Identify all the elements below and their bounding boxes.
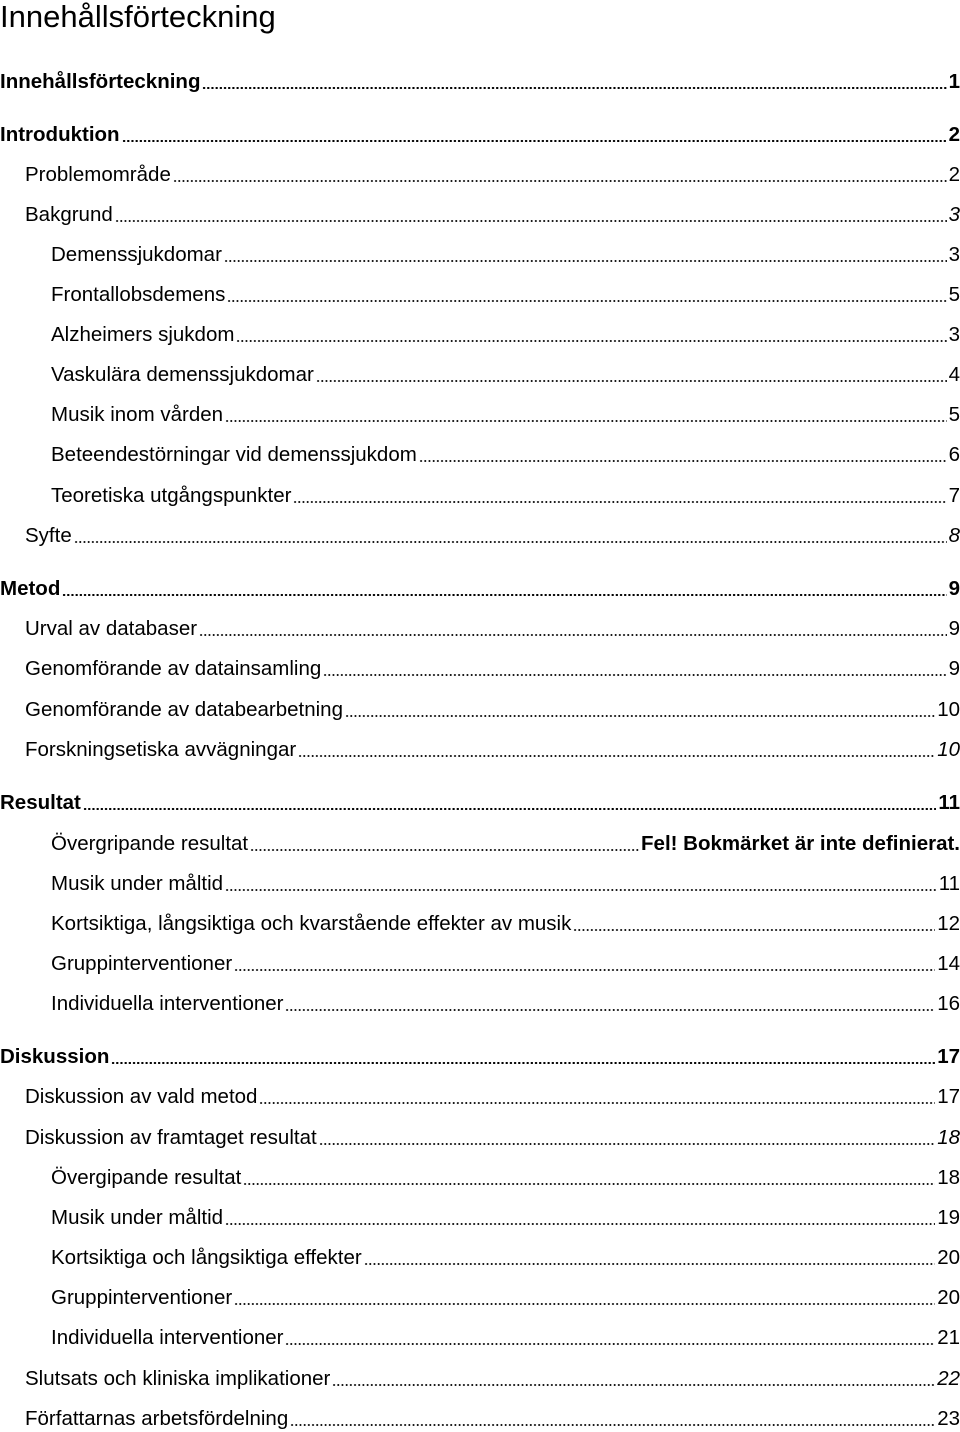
toc-entry[interactable] [0,654,960,681]
toc-entry-page-number: 23 [937,1407,960,1430]
toc-entry[interactable] [0,1123,960,1150]
dot-leader [259,1102,935,1104]
toc-entry-page-number: 8 [948,524,960,547]
dot-leader [236,340,946,342]
toc-entry[interactable] [0,1042,960,1069]
toc-entry-title: Bakgrund [25,203,113,226]
dot-leader [234,969,935,971]
dot-leader [202,87,946,89]
toc-entry-title: Teoretiska utgångspunkter [51,484,292,507]
toc-entry-page-number: 3 [948,323,960,346]
toc-entry[interactable] [0,989,960,1016]
toc-entry-title: Problemområde [25,163,171,186]
toc-entry-title: Gruppinterventioner [51,1286,233,1309]
dot-leader [111,1062,935,1064]
toc-entry-page-number: 2 [948,123,960,146]
toc-entry-title: Individuella interventioner [51,992,284,1015]
toc-entry-title: Demenssjukdomar [51,243,222,266]
toc-entry[interactable] [0,360,960,387]
dot-leader [83,808,936,810]
toc-entry-page-number: 20 [937,1286,960,1309]
toc-entry[interactable] [0,481,960,508]
toc-entry-title: Innehållsförteckning [0,70,201,93]
toc-entry-page-number: 20 [937,1246,960,1269]
toc-entry-title: Genomförande av databearbetning [25,698,343,721]
toc-entry-title: Alzheimers sjukdom [51,323,235,346]
toc-entry-title: Gruppinterventioner [51,952,233,975]
toc-entry[interactable] [0,200,960,227]
toc-entry-page-number: 9 [948,657,960,680]
dot-leader [115,220,947,222]
toc-entry-title: Genomförande av datainsamling [25,657,322,680]
toc-entry-title: Musik under måltid [51,1206,224,1229]
toc-entry-page-number: 10 [937,698,960,721]
toc-entry-page-number: 6 [948,443,960,466]
dot-leader [227,300,946,302]
toc-entry-title: Diskussion [0,1045,110,1068]
toc-entry-page-number: 5 [948,283,960,306]
dot-leader [419,460,947,462]
toc-entry[interactable] [0,160,960,187]
toc-entry[interactable] [0,695,960,722]
toc-entry-page-number: 16 [937,992,960,1015]
toc-entry[interactable] [0,320,960,347]
toc-entry[interactable] [0,949,960,976]
toc-entry-page-number: 3 [948,203,960,226]
toc-entry[interactable] [0,1163,960,1190]
toc-entry[interactable] [0,1243,960,1270]
toc-entry[interactable] [0,67,960,94]
dot-leader [319,1143,936,1145]
toc-entry-page-number: 14 [937,952,960,975]
toc-entry-title: Urval av databaser [25,617,198,640]
toc-entry-title: Beteendestörningar vid demenssjukdom [51,443,417,466]
dot-leader [250,849,639,851]
toc-entry-page-number: Fel! Bokmärket är inte definierat. [641,832,960,855]
toc-entry-page-number: 21 [937,1326,960,1349]
toc-entry[interactable] [0,1404,960,1431]
toc-entry-title: Diskussion av framtaget resultat [25,1126,317,1149]
page-title: Innehållsförteckning [0,0,276,34]
dot-leader [199,634,947,636]
dot-leader [74,541,947,543]
toc-entry-title: Kortsiktiga och långsiktiga effekter [51,1246,362,1269]
toc-entry-page-number: 12 [937,912,960,935]
toc-entry[interactable] [0,1364,960,1391]
dot-leader [225,1223,935,1225]
dot-leader [234,1303,935,1305]
toc-entry-page-number: 17 [937,1045,960,1068]
dot-leader [298,755,935,757]
toc-entry-page-number: 1 [948,70,960,93]
toc-entry-title: Forskningsetiska avvägningar [25,738,297,761]
dot-leader [316,380,947,382]
toc-entry[interactable] [0,788,960,815]
toc-entry[interactable] [0,869,960,896]
toc-entry-title: Resultat [0,791,81,814]
dot-leader [225,420,947,422]
toc-entry[interactable] [0,440,960,467]
toc-entry[interactable] [0,1283,960,1310]
toc-entry-title: Kortsiktiga, långsiktiga och kvarstående effekter av musik [51,912,572,935]
dot-leader [62,594,946,596]
toc-entry-title: Övergripande resultat [51,832,249,855]
toc-entry-title: Slutsats och kliniska implikationer [25,1367,331,1390]
toc-entry-title: Övergipande resultat [51,1166,242,1189]
dot-leader [224,260,947,262]
dot-leader [290,1424,935,1426]
toc-entry[interactable] [0,240,960,267]
toc-entry-title: Musik under måltid [51,872,224,895]
dot-leader [573,929,935,931]
toc-entry-title: Syfte [25,524,72,547]
toc-entry-page-number: 2 [948,163,960,186]
toc-entry-title: Introduktion [0,123,120,146]
toc-entry-title: Musik inom vården [51,403,224,426]
toc-entry-page-number: 5 [948,403,960,426]
toc-entry[interactable] [0,1323,960,1350]
toc-entry-page-number: 11 [938,791,960,814]
toc-entry-page-number: 10 [937,738,960,761]
toc-entry-page-number: 17 [937,1085,960,1108]
toc-entry[interactable] [0,400,960,427]
toc-entry-page-number: 3 [948,243,960,266]
dot-leader [345,715,935,717]
toc-entry[interactable] [0,614,960,641]
toc-entry-page-number: 22 [937,1367,960,1390]
toc-entry-page-number: 18 [937,1166,960,1189]
toc-entry-title: Individuella interventioner [51,1326,284,1349]
toc-entry[interactable] [0,829,960,856]
toc-entry[interactable] [0,521,960,548]
toc-entry-title: Diskussion av vald metod [25,1085,258,1108]
toc-entry-page-number: 19 [937,1206,960,1229]
dot-leader [323,674,946,676]
toc-entry[interactable] [0,1203,960,1230]
toc-entry-page-number: 7 [948,484,960,507]
toc-entry[interactable] [0,120,960,147]
toc-entry[interactable] [0,735,960,762]
dot-leader [122,140,947,142]
toc-entry[interactable] [0,280,960,307]
toc-entry-page-number: 18 [937,1126,960,1149]
toc-entry[interactable] [0,909,960,936]
dot-leader [285,1009,935,1011]
toc-entry-title: Metod [0,577,61,600]
dot-leader [293,501,946,503]
toc-entry[interactable] [0,574,960,601]
dot-leader [332,1384,935,1386]
toc-entry[interactable] [0,1082,960,1109]
dot-leader [173,180,947,182]
toc-entry-page-number: 9 [948,617,960,640]
dot-leader [243,1183,935,1185]
dot-leader [364,1263,935,1265]
dot-leader [285,1343,935,1345]
toc-entry-title: Frontallobsdemens [51,283,226,306]
dot-leader [225,889,937,891]
toc-entry-title: Författarnas arbetsfördelning [25,1407,289,1430]
toc-entry-page-number: 9 [948,577,960,600]
toc-entry-page-number: 11 [938,872,960,895]
toc-entry-page-number: 4 [948,363,960,386]
toc-entry-title: Vaskulära demenssjukdomar [51,363,314,386]
